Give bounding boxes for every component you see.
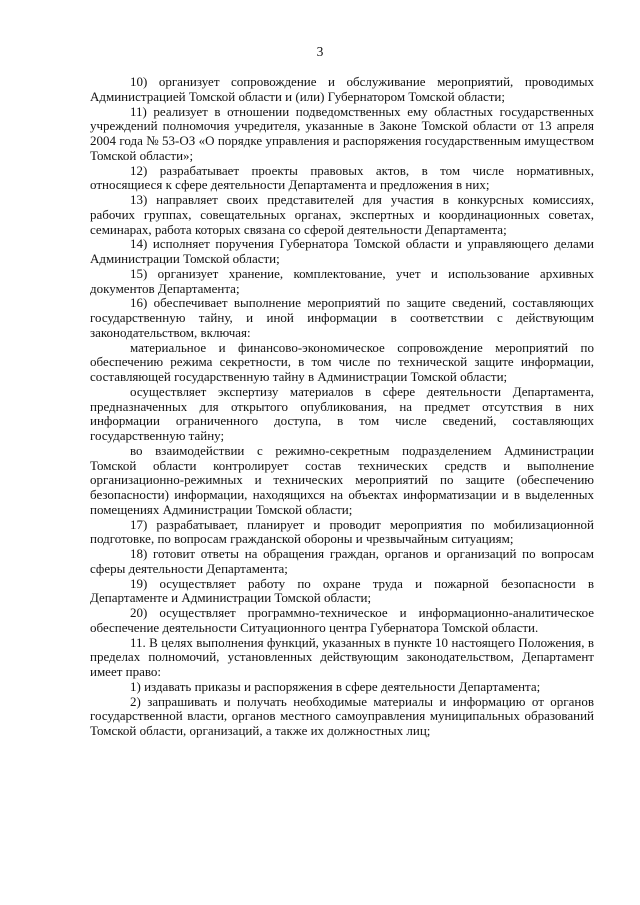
paragraph-item-15: 15) организует хранение, комплектование, учет и использование архивных документов Департамента; [90,265,594,296]
paragraph-item-20: 20) осуществляет программно-техническое и информационно-аналитическое обеспечение деятельности Ситуационного центра Губернатора Томской области. [90,605,594,635]
paragraph-item-16: 16) обеспечивает выполнение мероприятий по защите сведений, составляющих государственную тайну, и иной информации в соответствии с действующим законодательством, включая: [90,295,594,340]
paragraph-sub-interaction: во взаимодействии с режимно-секретным подразделением Администрации Томской области контролирует состав технических средств и выполнение организационно-режимных и технических мероприятий по защите (обеспечению безопасности) информации, находящихся на объектах информатизации и в выделенных помещениях Администрации Томской области; [90,442,594,517]
paragraph-item-17: 17) разрабатывает, планирует и проводит мероприятия по мобилизационной подготовке, по вопросам гражданской обороны и чрезвычайным ситуациям; [90,516,594,547]
paragraph-item-14: 14) исполняет поручения Губернатора Томской области и управляющего делами Администрации Томской области; [90,236,594,266]
paragraph-sub-material-support: материальное и финансово-экономическое сопровождение мероприятий по обеспечению режима секретности, в том числе по технической защите информации, составляющей государственную тайну в Администрации Томской области; [90,339,594,384]
paragraph-right-1: 1) издавать приказы и распоряжения в сфере деятельности Департамента; [130,678,541,694]
paragraph-right-2: 2) запрашивать и получать необходимые материалы и информацию от органов государственной власти, органов местного самоуправления муниципальных образований Томской области, организаций, а также их должностных лиц; [90,693,594,738]
paragraph-item-19: 19) осуществляет работу по охране труда и пожарной безопасности в Департаменте и Администрации Томской области; [90,575,594,606]
paragraph-item-18: 18) готовит ответы на обращения граждан, органов и организаций по вопросам сферы деятельности Департамента; [90,546,594,576]
paragraph-item-12: 12) разрабатывает проекты правовых актов, в том числе нормативных, относящиеся к сфере деятельности Департамента и предложения в них; [90,162,594,193]
paragraph-sub-expertise: осуществляет экспертизу материалов в сфере деятельности Департамента, предназначенных для открытого опубликования, на предмет отсутствия в них информации ограниченного доступа, в том числе сведений, составляющих государственную тайну; [90,383,594,443]
paragraph-section-11: 11. В целях выполнения функций, указанных в пункте 10 настоящего Положения, в пределах полномочий, установленных действующим законодательством, Департамент имеет право: [90,634,594,679]
paragraph-item-10: 10) организует сопровождение и обслуживание мероприятий, проводимых Администрацией Томской области и (или) Губернатором Томской области; [90,74,594,104]
paragraph-item-11: 11) реализует в отношении подведомственных ему областных государственных учреждений полномочия учредителя, указанные в Законе Томской области от 13 апреля 2004 года № 53-ОЗ «О порядке управления и распоряжения государственным имуществом Томской области»; [90,103,594,163]
document-body [90,75,594,739]
page-number: 3 [316,44,324,59]
paragraph-item-13: 13) направляет своих представителей для участия в конкурсных комиссиях, рабочих группах, совещательных органах, экспертных и координационных советах, семинарах, работа которых связана со сферой деятельности Департамента; [90,192,594,237]
